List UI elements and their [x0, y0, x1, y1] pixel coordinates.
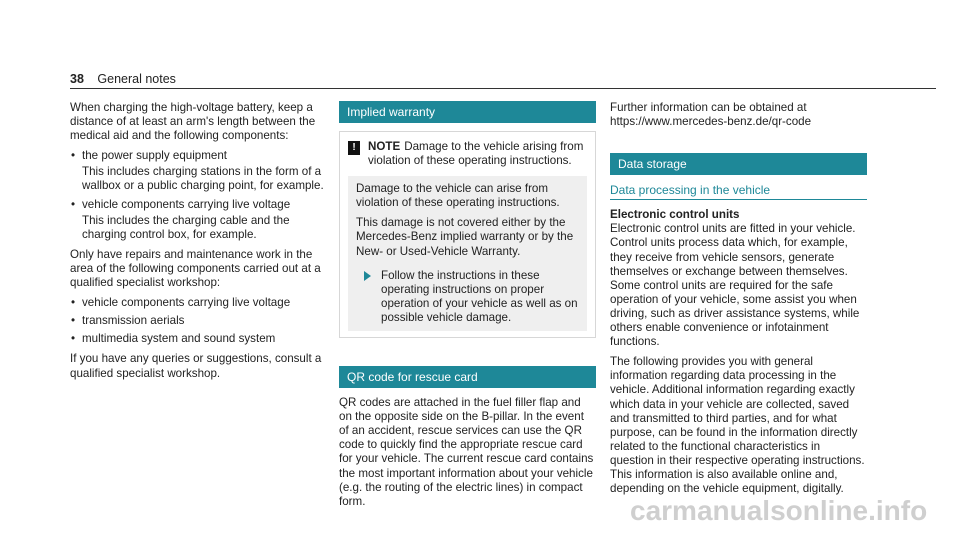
- qr-code-banner: QR code for rescue card: [339, 366, 596, 388]
- note-label: NOTE: [368, 140, 401, 153]
- list-item: • the power supply equipment This includes charging stations in the form of a wallbox or a public charging point, for example.: [70, 149, 327, 193]
- further-info-paragraph: Further information can be obtained at https://www.mercedes-benz.de/qr-code: [610, 101, 812, 129]
- note-paragraph: This damage is not covered either by the Mercedes-Benz implied warranty or by the New- or Used-Vehicle Warranty.: [356, 216, 574, 258]
- column-middle: [339, 101, 596, 515]
- ecu-heading: Electronic control units: [610, 208, 740, 222]
- intro-paragraph: When charging the high-voltage battery, keep a distance of at least an arm's length between the medical aid and the following components:: [70, 101, 316, 143]
- note-header: [348, 140, 587, 168]
- page-number: 38: [70, 72, 84, 86]
- list-item: • vehicle components carrying live voltage This includes the charging cable and the charging control box, for example.: [70, 198, 327, 242]
- queries-paragraph: If you have any queries or suggestions, consult a qualified specialist workshop.: [70, 352, 322, 380]
- page-header: [70, 72, 176, 86]
- note-action-text: Follow the instructions in these operating instructions on proper operation of your vehicle as well as on possible vehicle damage.: [381, 268, 578, 324]
- list-item: • vehicle components carrying live voltage: [70, 296, 327, 310]
- column-right: [610, 101, 867, 502]
- note-box: [339, 131, 596, 338]
- workshop-paragraph: Only have repairs and maintenance work in the area of the following components carried out at a qualified specialist workshop:: [70, 247, 321, 290]
- workshop-list: [70, 296, 327, 346]
- component-list: [70, 149, 327, 242]
- list-item-detail: This includes the charging cable and the charging control box, for example.: [82, 213, 290, 241]
- section-title: General notes: [97, 72, 176, 86]
- list-item-detail: This includes charging stations in the form of a wallbox or a public charging point, for example.: [82, 165, 324, 193]
- arrow-right-icon: [364, 271, 371, 281]
- warning-icon: !: [348, 141, 360, 155]
- note-paragraph: Damage to the vehicle can arise from violation of these operating instructions.: [356, 182, 560, 210]
- note-action: [356, 269, 579, 325]
- data-storage-banner: Data storage: [610, 153, 867, 175]
- watermark: carmanualsonline.info: [630, 495, 928, 526]
- list-item: • multimedia system and sound system: [70, 332, 327, 346]
- note-title: Damage to the vehicle arising from violation of these operating instructions.: [368, 140, 584, 168]
- note-body: [348, 176, 587, 331]
- data-processing-heading: Data processing in the vehicle: [610, 183, 867, 200]
- qr-code-paragraph: QR codes are attached in the fuel filler flap and on the opposite side on the B-pillar. In the event of an accident, rescue services can use the QR code to quickly find the appropriate rescue card for your vehicle. The current rescue card contains the most important information about your vehicle (e.g. the routing of the electric lines) in compact form.: [339, 396, 594, 508]
- column-left: [70, 101, 327, 387]
- ecu-paragraph: Electronic control units are fitted in your vehicle. Control units process data which, for example, they receive from vehicle sensors, generate themselves or exchange between themselves. Some control units are required for the safe operation of your vehicle, some assist you when driving, such as driver assistance systems, while others enable convenience or infotainment functions.: [610, 222, 860, 349]
- header-divider: [70, 88, 936, 89]
- implied-warranty-banner: Implied warranty: [339, 101, 596, 123]
- data-info-paragraph: The following provides you with general information regarding data processing in the vehicle. Additional information regarding exactly which data in your vehicle are collected, saved and transmitted to third parties, and for what purpose, can be found in the information directly related to the functional characteristics in question in their respective operating instructions. This information is also available online and, depending on the vehicle equipment, digitally.: [610, 355, 865, 496]
- list-item: • transmission aerials: [70, 314, 327, 328]
